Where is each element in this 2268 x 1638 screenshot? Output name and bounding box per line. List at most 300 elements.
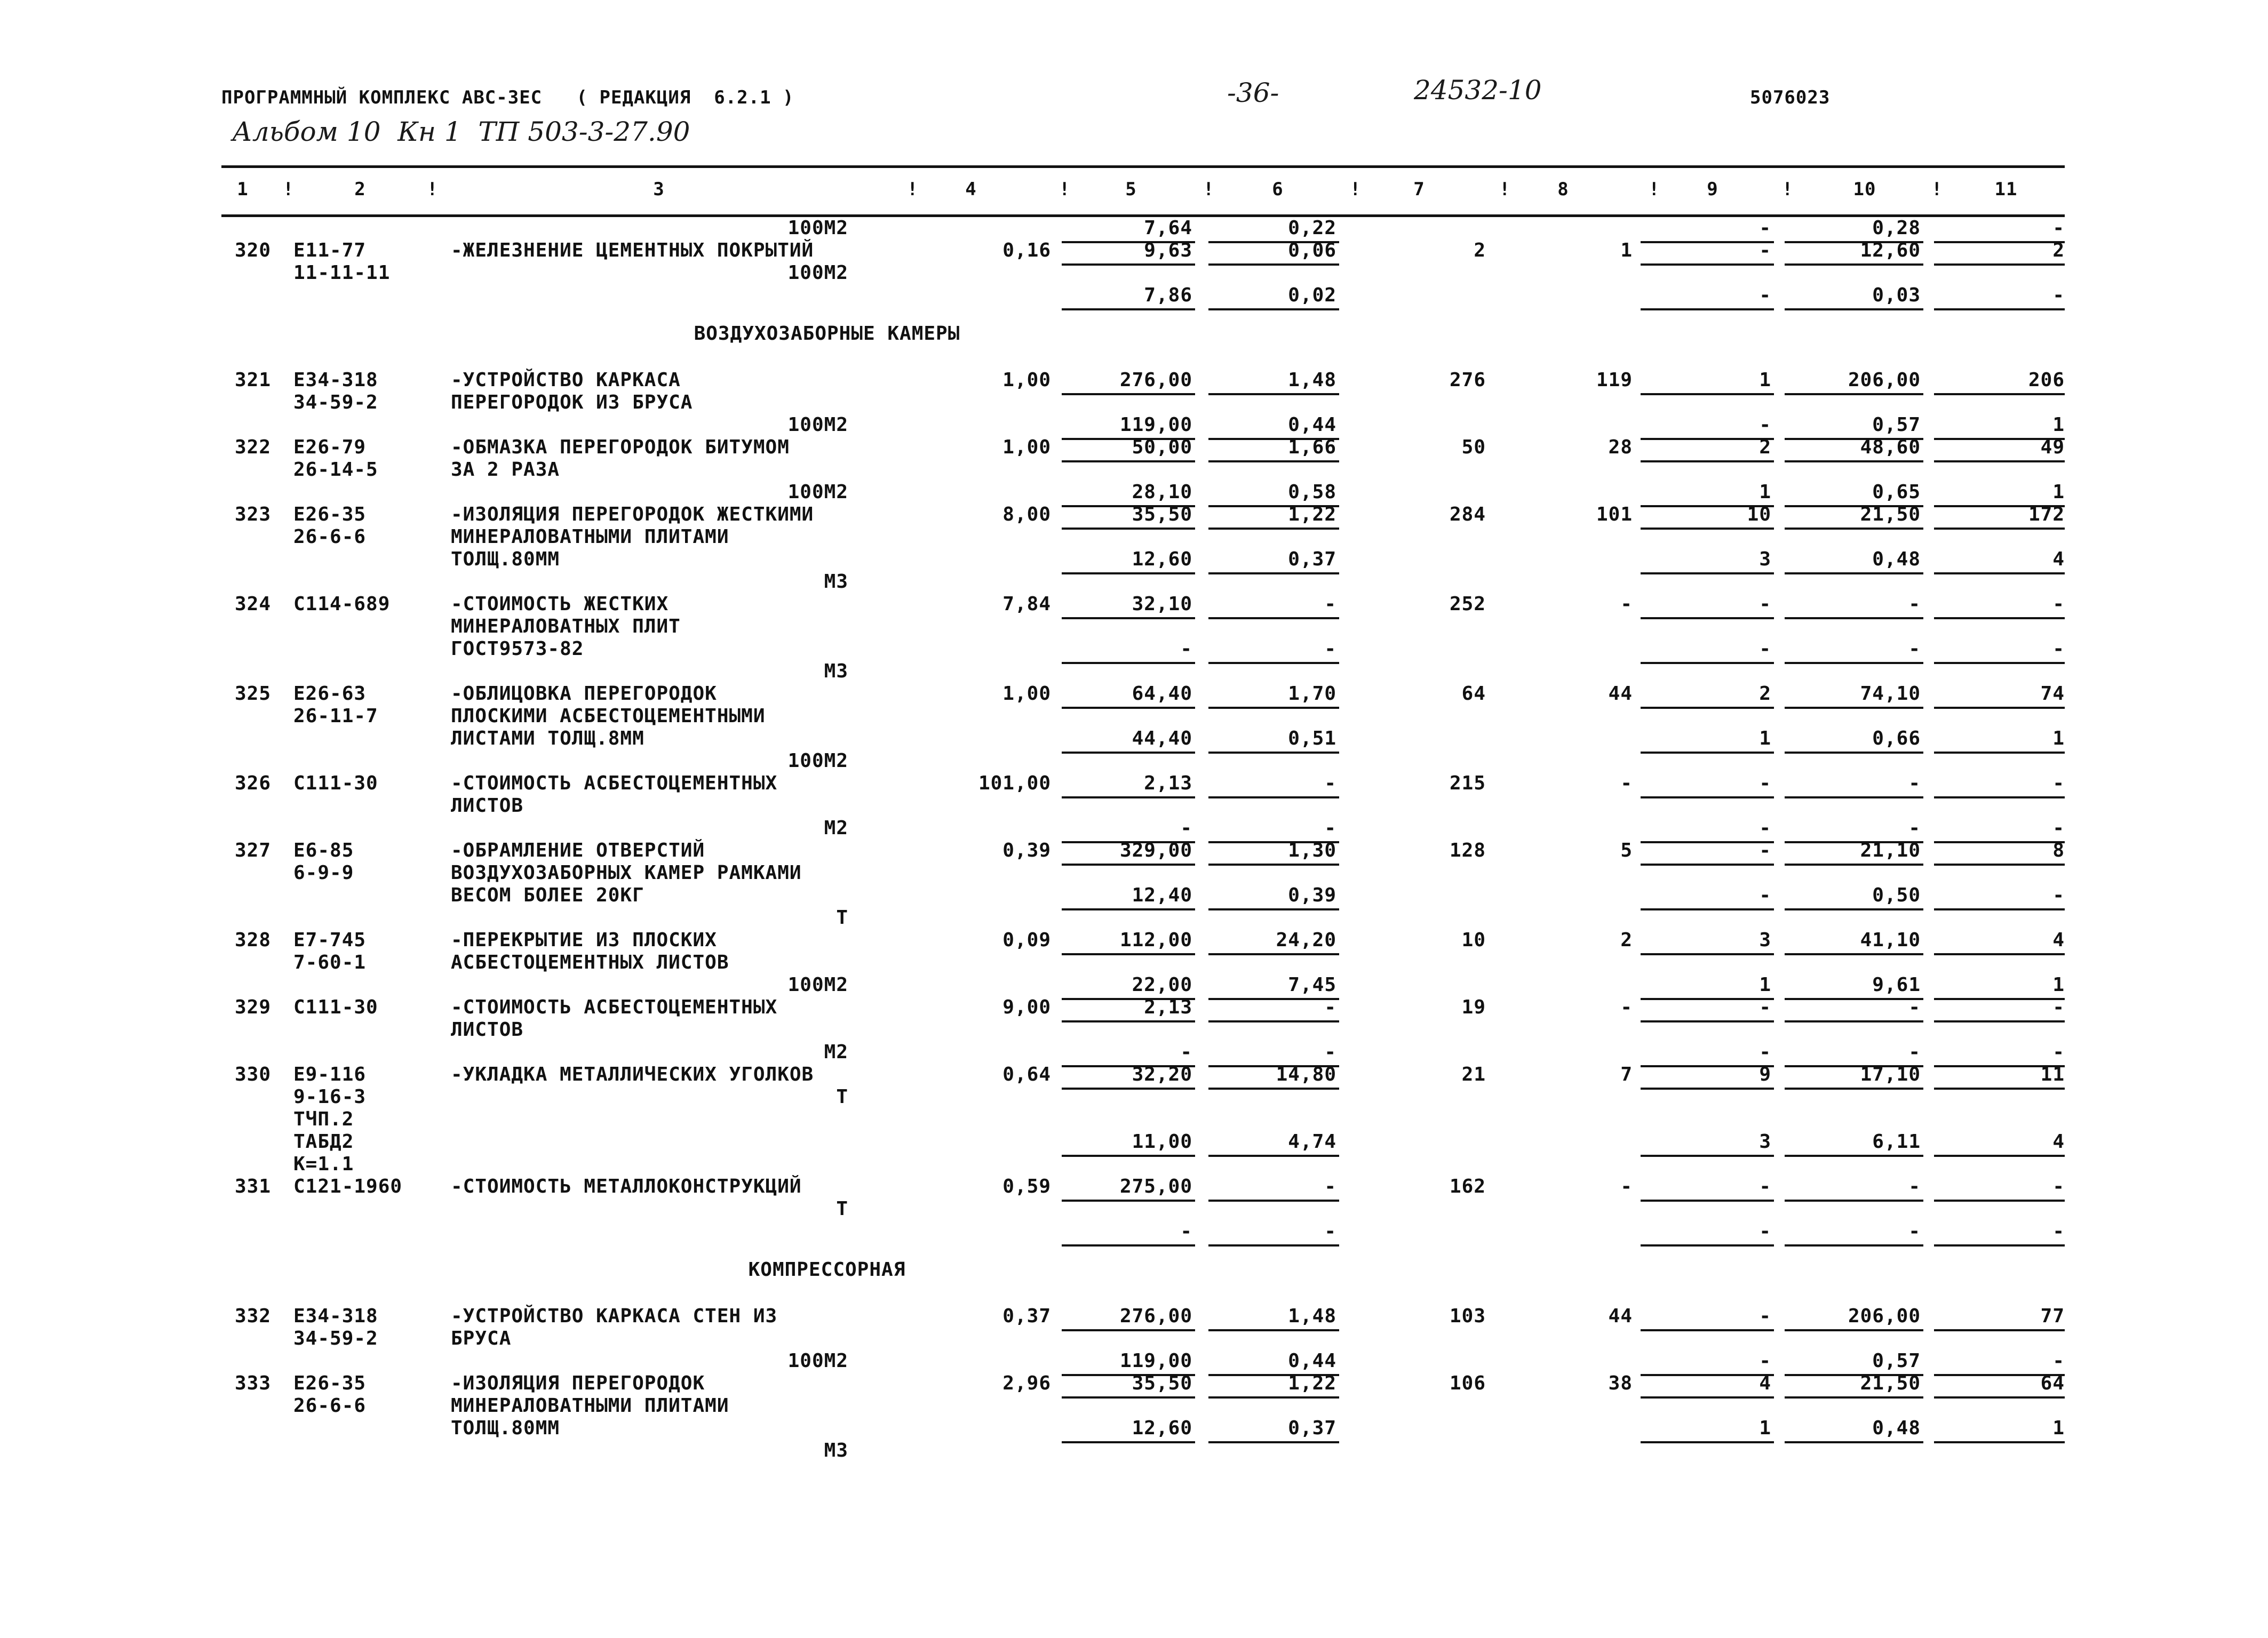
cell-rule	[1641, 263, 1774, 266]
cell-c4: 7,84	[1002, 593, 1051, 615]
cell-rule	[1208, 528, 1339, 530]
cell-c2: 11-11-11	[293, 262, 391, 284]
cell-c5: 50,00	[1132, 436, 1192, 458]
cell-c3: -ЖЕЛЕЗНЕНИЕ ЦЕМЕНТНЫХ ПОКРЫТИЙ	[451, 239, 814, 261]
cell-c11: 64	[2040, 1372, 2065, 1394]
column-separator: !	[1203, 179, 1215, 200]
cell-rule	[1934, 662, 2065, 664]
cell-c5: 7,64	[1144, 217, 1192, 239]
cell-c6: 1,48	[1288, 369, 1336, 391]
cell-c10: -	[1908, 1041, 1921, 1063]
cell-c10: -	[1908, 996, 1921, 1018]
cell-rule	[1785, 752, 1923, 754]
cell-c10: -	[1908, 593, 1921, 615]
cell-c3: -СТОИМОСТЬ АСБЕСТОЦЕМЕНТНЫХ	[451, 996, 778, 1018]
cell-c3: АСБЕСТОЦЕМЕНТНЫХ ЛИСТОВ	[451, 952, 729, 973]
cell-c6: -	[1324, 996, 1336, 1018]
cell-rule	[1785, 796, 1923, 798]
cell-c3: Т	[836, 1086, 848, 1108]
column-separator: !	[283, 179, 295, 200]
cell-c7: 284	[1449, 504, 1486, 525]
cell-rule	[1062, 662, 1195, 664]
cell-c1: 330	[235, 1064, 272, 1085]
cell-c11: -	[2052, 996, 2065, 1018]
cell-rule	[1641, 908, 1774, 910]
cell-rule	[1062, 1088, 1195, 1090]
cell-c7: 19	[1461, 996, 1486, 1018]
cell-c10: 21,50	[1860, 504, 1921, 525]
cell-c2: С114-689	[293, 593, 391, 615]
column-header-10: 10	[1853, 179, 1876, 200]
cell-c8: -	[1620, 996, 1633, 1018]
cell-c10: 6,11	[1872, 1131, 1921, 1153]
cell-c3: МИНЕРАЛОВАТНЫМИ ПЛИТАМИ	[451, 526, 729, 548]
cell-c1: 332	[235, 1305, 272, 1327]
cell-rule	[1641, 438, 1774, 440]
cell-c9: -	[1759, 1220, 1771, 1242]
cell-c5: 28,10	[1132, 481, 1192, 503]
cell-c1: 326	[235, 772, 272, 794]
cell-c9: -	[1759, 817, 1771, 839]
cell-c2: С121-1960	[293, 1176, 403, 1197]
top-rule	[221, 165, 2065, 168]
cell-c4: 101,00	[978, 772, 1051, 794]
column-separator: !	[1059, 179, 1071, 200]
cell-rule	[1641, 1374, 1774, 1376]
cell-rule	[1641, 528, 1774, 530]
cell-c11: 172	[2028, 504, 2065, 525]
cell-c5: 35,50	[1132, 1372, 1192, 1394]
cell-c3: 100М2	[787, 414, 848, 436]
cell-rule	[1785, 1244, 1923, 1247]
cell-rule	[1641, 617, 1774, 619]
cell-c9: -	[1759, 884, 1771, 906]
cell-c8: 2	[1620, 929, 1633, 951]
cell-c9: -	[1759, 638, 1771, 660]
cell-rule	[1785, 460, 1923, 462]
cell-c7: 215	[1449, 772, 1486, 794]
cell-c9: 1	[1759, 1417, 1771, 1439]
cell-c10: 0,65	[1872, 481, 1921, 503]
cell-rule	[1934, 953, 2065, 955]
cell-c1: 324	[235, 593, 272, 615]
cell-c11: 1	[2052, 728, 2065, 749]
cell-c2: К=1.1	[293, 1153, 354, 1175]
cell-c2: ТЧП.2	[293, 1108, 354, 1130]
cell-c6: 0,51	[1288, 728, 1336, 749]
column-separator: !	[1499, 179, 1511, 200]
cell-c11: 77	[2040, 1305, 2065, 1327]
cell-c6: 0,58	[1288, 481, 1336, 503]
cell-c5: 12,40	[1132, 884, 1192, 906]
cell-c3: М3	[824, 571, 848, 593]
cell-c9: 1	[1759, 728, 1771, 749]
cell-c5: 276,00	[1119, 1305, 1192, 1327]
cell-c6: 1,48	[1288, 1305, 1336, 1327]
cell-c3: Т	[836, 907, 848, 929]
cell-c10: 74,10	[1860, 683, 1921, 705]
cell-rule	[1785, 1088, 1923, 1090]
cell-rule	[1641, 864, 1774, 866]
cell-c5: 44,40	[1132, 728, 1192, 749]
cell-c5: 11,00	[1132, 1131, 1192, 1153]
cell-c3: -СТОИМОСТЬ АСБЕСТОЦЕМЕНТНЫХ	[451, 772, 778, 794]
cell-rule	[1062, 1396, 1195, 1399]
cell-c3: ПЕРЕГОРОДОК ИЗ БРУСА	[451, 391, 693, 413]
cell-c6: 1,22	[1288, 504, 1336, 525]
document-number: 24532-10	[1414, 75, 1542, 106]
cell-c11: 1	[2052, 481, 2065, 503]
cell-c2: Е34-318	[293, 1305, 378, 1327]
cell-c9: -	[1759, 1041, 1771, 1063]
cell-rule	[1062, 1244, 1195, 1247]
cell-rule	[1208, 1396, 1339, 1399]
cell-rule	[1934, 864, 2065, 866]
cell-c10: 0,50	[1872, 884, 1921, 906]
cell-c4: 0,64	[1002, 1064, 1051, 1085]
cell-c3: -ИЗОЛЯЦИЯ ПЕРЕГОРОДОК ЖЕСТКИМИ	[451, 504, 814, 525]
cell-c5: 276,00	[1119, 369, 1192, 391]
cell-c6: -	[1324, 772, 1336, 794]
cell-rule	[1934, 393, 2065, 395]
cell-c5: 2,13	[1144, 996, 1192, 1018]
cell-c8: 44	[1608, 683, 1633, 705]
cell-c1: 322	[235, 436, 272, 458]
cell-c7: 10	[1461, 929, 1486, 951]
cell-rule	[1208, 1329, 1339, 1331]
cell-c7: 162	[1449, 1176, 1486, 1197]
cell-rule	[1062, 908, 1195, 910]
cell-rule	[1785, 662, 1923, 664]
cell-c5: 22,00	[1132, 974, 1192, 996]
cell-c11: 8	[2052, 840, 2065, 861]
cell-c9: 2	[1759, 436, 1771, 458]
cell-c9: 3	[1759, 1131, 1771, 1153]
cell-c5: 7,86	[1144, 284, 1192, 306]
cell-c8: 38	[1608, 1372, 1633, 1394]
cell-rule	[1934, 1200, 2065, 1202]
cell-c3: М3	[824, 660, 848, 682]
cell-c4: 9,00	[1002, 996, 1051, 1018]
cell-rule	[1641, 1065, 1774, 1067]
cell-c3: 100М2	[787, 481, 848, 503]
cell-c3: -ОБРАМЛЕНИЕ ОТВЕРСТИЙ	[451, 840, 705, 861]
cell-c6: 0,22	[1288, 217, 1336, 239]
cell-c3: ЗА 2 РАЗА	[451, 459, 560, 481]
cell-c9: -	[1759, 996, 1771, 1018]
cell-rule	[1785, 1329, 1923, 1331]
cell-c6: 0,37	[1288, 548, 1336, 570]
cell-c1: 320	[235, 239, 272, 261]
cell-c11: -	[2052, 884, 2065, 906]
column-header-9: 9	[1707, 179, 1718, 200]
cell-c5: 32,20	[1132, 1064, 1192, 1085]
cell-c10: 48,60	[1860, 436, 1921, 458]
cell-c10: 0,03	[1872, 284, 1921, 306]
cell-rule	[1208, 998, 1339, 1000]
cell-c9: -	[1759, 217, 1771, 239]
cell-rule	[1062, 263, 1195, 266]
cell-rule	[1785, 1155, 1923, 1157]
cell-rule	[1641, 707, 1774, 709]
cell-c10: 0,66	[1872, 728, 1921, 749]
column-header-11: 11	[1994, 179, 2018, 200]
cell-c3: 100М2	[787, 750, 848, 772]
column-header-3: 3	[653, 179, 665, 200]
cell-c2: Е11-77	[293, 239, 367, 261]
cell-c3: -УСТРОЙСТВО КАРКАСА СТЕН ИЗ	[451, 1305, 778, 1327]
cell-rule	[1062, 460, 1195, 462]
section-heading: ВОЗДУХОЗАБОРНЫЕ КАМЕРЫ	[694, 323, 960, 345]
cell-rule	[1062, 393, 1195, 395]
cell-c1: 328	[235, 929, 272, 951]
cell-rule	[1062, 953, 1195, 955]
column-separator: !	[1649, 179, 1660, 200]
cell-rule	[1934, 796, 2065, 798]
cell-c9: -	[1759, 414, 1771, 436]
cell-rule	[1062, 796, 1195, 798]
cell-c6: 1,30	[1288, 840, 1336, 861]
cell-rule	[1208, 662, 1339, 664]
header-rule	[221, 214, 2065, 217]
column-header-6: 6	[1272, 179, 1284, 200]
cell-c6: 4,74	[1288, 1131, 1336, 1153]
column-separator: !	[1931, 179, 1943, 200]
cell-c3: М2	[824, 1041, 848, 1063]
cell-rule	[1641, 998, 1774, 1000]
cell-rule	[1641, 841, 1774, 843]
column-separator: !	[1350, 179, 1362, 200]
cell-c4: 8,00	[1002, 504, 1051, 525]
cell-c6: 0,44	[1288, 1350, 1336, 1372]
cell-rule	[1208, 460, 1339, 462]
cell-c4: 0,09	[1002, 929, 1051, 951]
cell-c5: 35,50	[1132, 504, 1192, 525]
cell-c2: С111-30	[293, 996, 378, 1018]
cell-c8: -	[1620, 593, 1633, 615]
cell-c9: -	[1759, 840, 1771, 861]
cell-c8: -	[1620, 772, 1633, 794]
cell-c3: БРУСА	[451, 1328, 512, 1349]
cell-c4: 0,16	[1002, 239, 1051, 261]
cell-c11: 49	[2040, 436, 2065, 458]
cell-c4: 1,00	[1002, 683, 1051, 705]
cell-rule	[1785, 908, 1923, 910]
cell-c6: -	[1324, 1041, 1336, 1063]
cell-c2: 6-9-9	[293, 862, 354, 884]
cell-c2: 7-60-1	[293, 952, 367, 973]
cell-rule	[1934, 308, 2065, 310]
cell-c11: -	[2052, 1176, 2065, 1197]
cell-c11: -	[2052, 1350, 2065, 1372]
cell-rule	[1641, 1396, 1774, 1399]
cell-c2: Е26-35	[293, 1372, 367, 1394]
cell-c1: 323	[235, 504, 272, 525]
cell-c10: -	[1908, 817, 1921, 839]
cell-c10: 0,57	[1872, 1350, 1921, 1372]
cell-rule	[1641, 662, 1774, 664]
cell-c5: 119,00	[1119, 414, 1192, 436]
cell-c5: 64,40	[1132, 683, 1192, 705]
cell-c7: 106	[1449, 1372, 1486, 1394]
column-separator: !	[1782, 179, 1794, 200]
cell-rule	[1934, 1329, 2065, 1331]
cell-c6: -	[1324, 1176, 1336, 1197]
cell-c8: 119	[1596, 369, 1633, 391]
cell-c5: 9,63	[1144, 239, 1192, 261]
cell-rule	[1641, 953, 1774, 955]
cell-c11: 4	[2052, 929, 2065, 951]
cell-c3: ЛИСТОВ	[451, 795, 524, 817]
cell-c8: 7	[1620, 1064, 1633, 1085]
cell-rule	[1641, 393, 1774, 395]
cell-c9: -	[1759, 1350, 1771, 1372]
cell-rule	[1785, 572, 1923, 574]
cell-c10: 21,50	[1860, 1372, 1921, 1394]
cell-c1: 329	[235, 996, 272, 1018]
cell-rule	[1208, 752, 1339, 754]
cell-rule	[1062, 617, 1195, 619]
cell-c10: 0,48	[1872, 1417, 1921, 1439]
cell-c10: 41,10	[1860, 929, 1921, 951]
cell-c3: -ИЗОЛЯЦИЯ ПЕРЕГОРОДОК	[451, 1372, 705, 1394]
cell-rule	[1934, 528, 2065, 530]
cell-c3: Т	[836, 1198, 848, 1220]
cell-rule	[1785, 393, 1923, 395]
cell-rule	[1785, 308, 1923, 310]
cell-rule	[1641, 1020, 1774, 1022]
cell-c3: ВОЗДУХОЗАБОРНЫХ КАМЕР РАМКАМИ	[451, 862, 802, 884]
column-header-2: 2	[354, 179, 366, 200]
cell-rule	[1062, 1020, 1195, 1022]
cell-c3: МИНЕРАЛОВАТНЫХ ПЛИТ	[451, 616, 681, 637]
cell-c3: ПЛОСКИМИ АСБЕСТОЦЕМЕНТНЫМИ	[451, 705, 766, 727]
column-header-8: 8	[1557, 179, 1569, 200]
cell-rule	[1934, 263, 2065, 266]
cell-c6: -	[1324, 593, 1336, 615]
cell-c11: -	[2052, 1041, 2065, 1063]
column-separator: !	[427, 179, 439, 200]
cell-c11: -	[2052, 284, 2065, 306]
cell-c2: 34-59-2	[293, 391, 378, 413]
cell-c2: 26-11-7	[293, 705, 378, 727]
cell-rule	[1785, 263, 1923, 266]
cell-rule	[1934, 617, 2065, 619]
cell-c11: 2	[2052, 239, 2065, 261]
cell-rule	[1785, 998, 1923, 1000]
cell-c11: 1	[2052, 414, 2065, 436]
cell-c5: -	[1180, 1041, 1192, 1063]
cell-rule	[1062, 1441, 1195, 1443]
cell-rule	[1785, 953, 1923, 955]
cell-c9: -	[1759, 1305, 1771, 1327]
cell-rule	[1208, 1155, 1339, 1157]
cell-c11: 11	[2040, 1064, 2065, 1085]
cell-c11: -	[2052, 217, 2065, 239]
cell-c2: 26-14-5	[293, 459, 378, 481]
cell-c10: 206,00	[1848, 369, 1921, 391]
cell-c6: -	[1324, 638, 1336, 660]
cell-rule	[1785, 1020, 1923, 1022]
cell-rule	[1934, 1155, 2065, 1157]
cell-c1: 327	[235, 840, 272, 861]
column-header-7: 7	[1413, 179, 1425, 200]
cell-c3: 100М2	[787, 974, 848, 996]
cell-c10: -	[1908, 1176, 1921, 1197]
cell-c11: 4	[2052, 548, 2065, 570]
cell-rule	[1934, 1396, 2065, 1399]
cell-c6: 0,02	[1288, 284, 1336, 306]
cell-c8: 28	[1608, 436, 1633, 458]
cell-c10: -	[1908, 772, 1921, 794]
cell-c8: 101	[1596, 504, 1633, 525]
cell-c6: 1,66	[1288, 436, 1336, 458]
cell-c5: 32,10	[1132, 593, 1192, 615]
cell-c9: 1	[1759, 369, 1771, 391]
cell-c5: 12,60	[1132, 548, 1192, 570]
cell-c9: 1	[1759, 481, 1771, 503]
cell-c9: 10	[1747, 504, 1771, 525]
cell-c9: 1	[1759, 974, 1771, 996]
cell-c2: 34-59-2	[293, 1328, 378, 1349]
cell-c6: 0,37	[1288, 1417, 1336, 1439]
cell-rule	[1934, 1244, 2065, 1247]
cell-c3: ГОСТ9573-82	[451, 638, 584, 660]
cell-c10: 17,10	[1860, 1064, 1921, 1085]
cell-c2: Е26-63	[293, 683, 367, 705]
cell-c6: -	[1324, 1220, 1336, 1242]
cell-c3: -ОБМАЗКА ПЕРЕГОРОДОК БИТУМОМ	[451, 436, 790, 458]
cell-c7: 21	[1461, 1064, 1486, 1085]
cell-c6: 14,80	[1276, 1064, 1336, 1085]
cell-c5: -	[1180, 1220, 1192, 1242]
cell-rule	[1062, 572, 1195, 574]
cell-c9: 4	[1759, 1372, 1771, 1394]
cell-rule	[1785, 707, 1923, 709]
cell-c10: 12,60	[1860, 239, 1921, 261]
cell-c6: 1,22	[1288, 1372, 1336, 1394]
column-header-1: 1	[237, 179, 249, 200]
cell-rule	[1785, 617, 1923, 619]
cell-rule	[1208, 263, 1339, 266]
cell-c4: 0,37	[1002, 1305, 1051, 1327]
cell-c2: С111-30	[293, 772, 378, 794]
page-number: -36-	[1227, 77, 1279, 108]
cell-c11: 4	[2052, 1131, 2065, 1153]
cell-c9: -	[1759, 1176, 1771, 1197]
cell-rule	[1641, 308, 1774, 310]
cell-c3: 100М2	[787, 1350, 848, 1372]
cell-c11: 1	[2052, 974, 2065, 996]
cell-c2: 26-6-6	[293, 1395, 367, 1417]
cell-rule	[1934, 572, 2065, 574]
cell-c1: 333	[235, 1372, 272, 1394]
cell-c6: 7,45	[1288, 974, 1336, 996]
cell-rule	[1641, 1088, 1774, 1090]
cell-rule	[1934, 1088, 2065, 1090]
cell-rule	[1062, 528, 1195, 530]
cell-rule	[1208, 617, 1339, 619]
cell-c11: 74	[2040, 683, 2065, 705]
cell-rule	[1785, 1200, 1923, 1202]
cell-c8: 44	[1608, 1305, 1633, 1327]
cell-c6: 0,06	[1288, 239, 1336, 261]
cell-c9: -	[1759, 772, 1771, 794]
cell-rule	[1785, 528, 1923, 530]
cell-c4: 1,00	[1002, 369, 1051, 391]
cell-c2: Е6-85	[293, 840, 354, 861]
cell-c10: 206,00	[1848, 1305, 1921, 1327]
